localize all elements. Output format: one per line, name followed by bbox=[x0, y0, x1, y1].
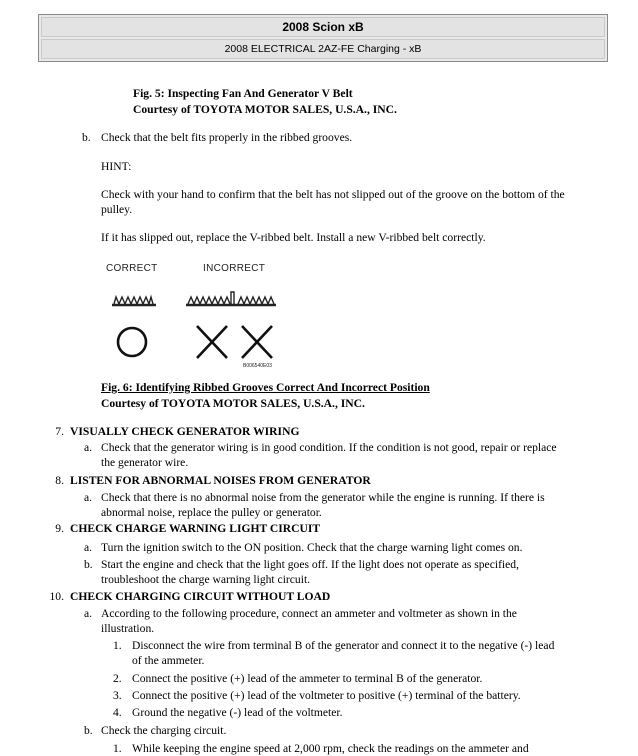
figure-code: B006540E03 bbox=[243, 363, 272, 369]
fig5-title: Fig. 5: Inspecting Fan And Generator V Belt bbox=[133, 87, 353, 100]
correct-circle-icon bbox=[118, 328, 146, 356]
step-b-marker: b. bbox=[82, 131, 91, 144]
sub-step-2-line1: Connect the positive (+) lead of the ammeter to terminal B of the generator. bbox=[132, 672, 483, 685]
step-8-a-line2: abnormal noise, replace the pulley or generator. bbox=[101, 506, 322, 519]
step-9-title: CHECK CHARGE WARNING LIGHT CIRCUIT bbox=[70, 522, 321, 535]
incorrect-label: INCORRECT bbox=[203, 263, 266, 274]
step-10-b-marker: b. bbox=[84, 724, 93, 737]
correct-belt-icon bbox=[112, 297, 156, 305]
step-10-b-sub-1-number: 1. bbox=[113, 742, 122, 755]
step-7-a-line2: the generator wire. bbox=[101, 456, 189, 469]
step-7-number: 7. bbox=[55, 425, 64, 438]
fig5-courtesy: Courtesy of TOYOTA MOTOR SALES, U.S.A., INC. bbox=[133, 103, 397, 116]
sub-step-1-line2: of the ammeter. bbox=[132, 654, 205, 667]
step-10-a-marker: a. bbox=[84, 607, 93, 620]
step-b-text: Check that the belt fits properly in the ribbed grooves. bbox=[101, 131, 353, 144]
step-10-b-line1: Check the charging circuit. bbox=[101, 724, 227, 737]
step-8-title: LISTEN FOR ABNORMAL NOISES FROM GENERATOR bbox=[70, 474, 371, 487]
hint-text-line1: Check with your hand to confirm that the belt has not slipped out of the groove on the bottom of the bbox=[101, 188, 565, 201]
step-7-a-marker: a. bbox=[84, 441, 93, 454]
incorrect-belt-icon bbox=[186, 292, 276, 305]
ribbed-groove-diagram bbox=[100, 280, 300, 375]
step-8-number: 8. bbox=[55, 474, 64, 487]
page-header bbox=[38, 14, 608, 62]
step-9-b-line2: troubleshoot the charge warning light circuit. bbox=[101, 573, 311, 586]
step-9-b-line1: Start the engine and check that the light goes off. If the light does not operate as specified, bbox=[101, 558, 519, 571]
hint-text-2: If it has slipped out, replace the V-ribbed belt. Install a new V-ribbed belt correctly. bbox=[101, 231, 486, 244]
hint-label: HINT: bbox=[101, 160, 132, 173]
sub-step-2-number: 2. bbox=[113, 672, 122, 685]
correct-label: CORRECT bbox=[106, 263, 158, 274]
step-7-a-line1: Check that the generator wiring is in good condition. If the condition is not good, repair or replace bbox=[101, 441, 557, 454]
incorrect-x-icon bbox=[197, 326, 272, 358]
document-title: 2008 Scion xB bbox=[41, 17, 605, 37]
step-10-number: 10. bbox=[49, 590, 64, 603]
sub-step-4-number: 4. bbox=[113, 706, 122, 719]
step-9-a-marker: a. bbox=[84, 541, 93, 554]
step-10-b-sub-1-text: While keeping the engine speed at 2,000 rpm, check the readings on the ammeter and bbox=[132, 742, 529, 755]
step-10-a-line1: According to the following procedure, connect an ammeter and voltmeter as shown in the bbox=[101, 607, 517, 620]
sub-step-3-line1: Connect the positive (+) lead of the voltmeter to positive (+) terminal of the battery. bbox=[132, 689, 521, 702]
step-7-title: VISUALLY CHECK GENERATOR WIRING bbox=[70, 425, 300, 438]
step-8-a-line1: Check that there is no abnormal noise from the generator while the engine is running. If there is bbox=[101, 491, 545, 504]
sub-step-1-line1: Disconnect the wire from terminal B of the generator and connect it to the negative (-) lead bbox=[132, 639, 555, 652]
document-subtitle: 2008 ELECTRICAL 2AZ-FE Charging - xB bbox=[41, 39, 605, 59]
step-8-a-marker: a. bbox=[84, 491, 93, 504]
sub-step-1-number: 1. bbox=[113, 639, 122, 652]
step-9-a-line1: Turn the ignition switch to the ON position. Check that the charge warning light comes on. bbox=[101, 541, 523, 554]
hint-text-line2: pulley. bbox=[101, 203, 133, 216]
step-9-number: 9. bbox=[55, 522, 64, 535]
step-10-title: CHECK CHARGING CIRCUIT WITHOUT LOAD bbox=[70, 590, 331, 603]
step-10-a-line2: illustration. bbox=[101, 622, 155, 635]
fig6-courtesy: Courtesy of TOYOTA MOTOR SALES, U.S.A., INC. bbox=[101, 397, 365, 410]
sub-step-4-line1: Ground the negative (-) lead of the voltmeter. bbox=[132, 706, 343, 719]
step-9-b-marker: b. bbox=[84, 558, 93, 571]
sub-step-3-number: 3. bbox=[113, 689, 122, 702]
fig6-title: Fig. 6: Identifying Ribbed Grooves Correct And Incorrect Position bbox=[101, 381, 430, 394]
